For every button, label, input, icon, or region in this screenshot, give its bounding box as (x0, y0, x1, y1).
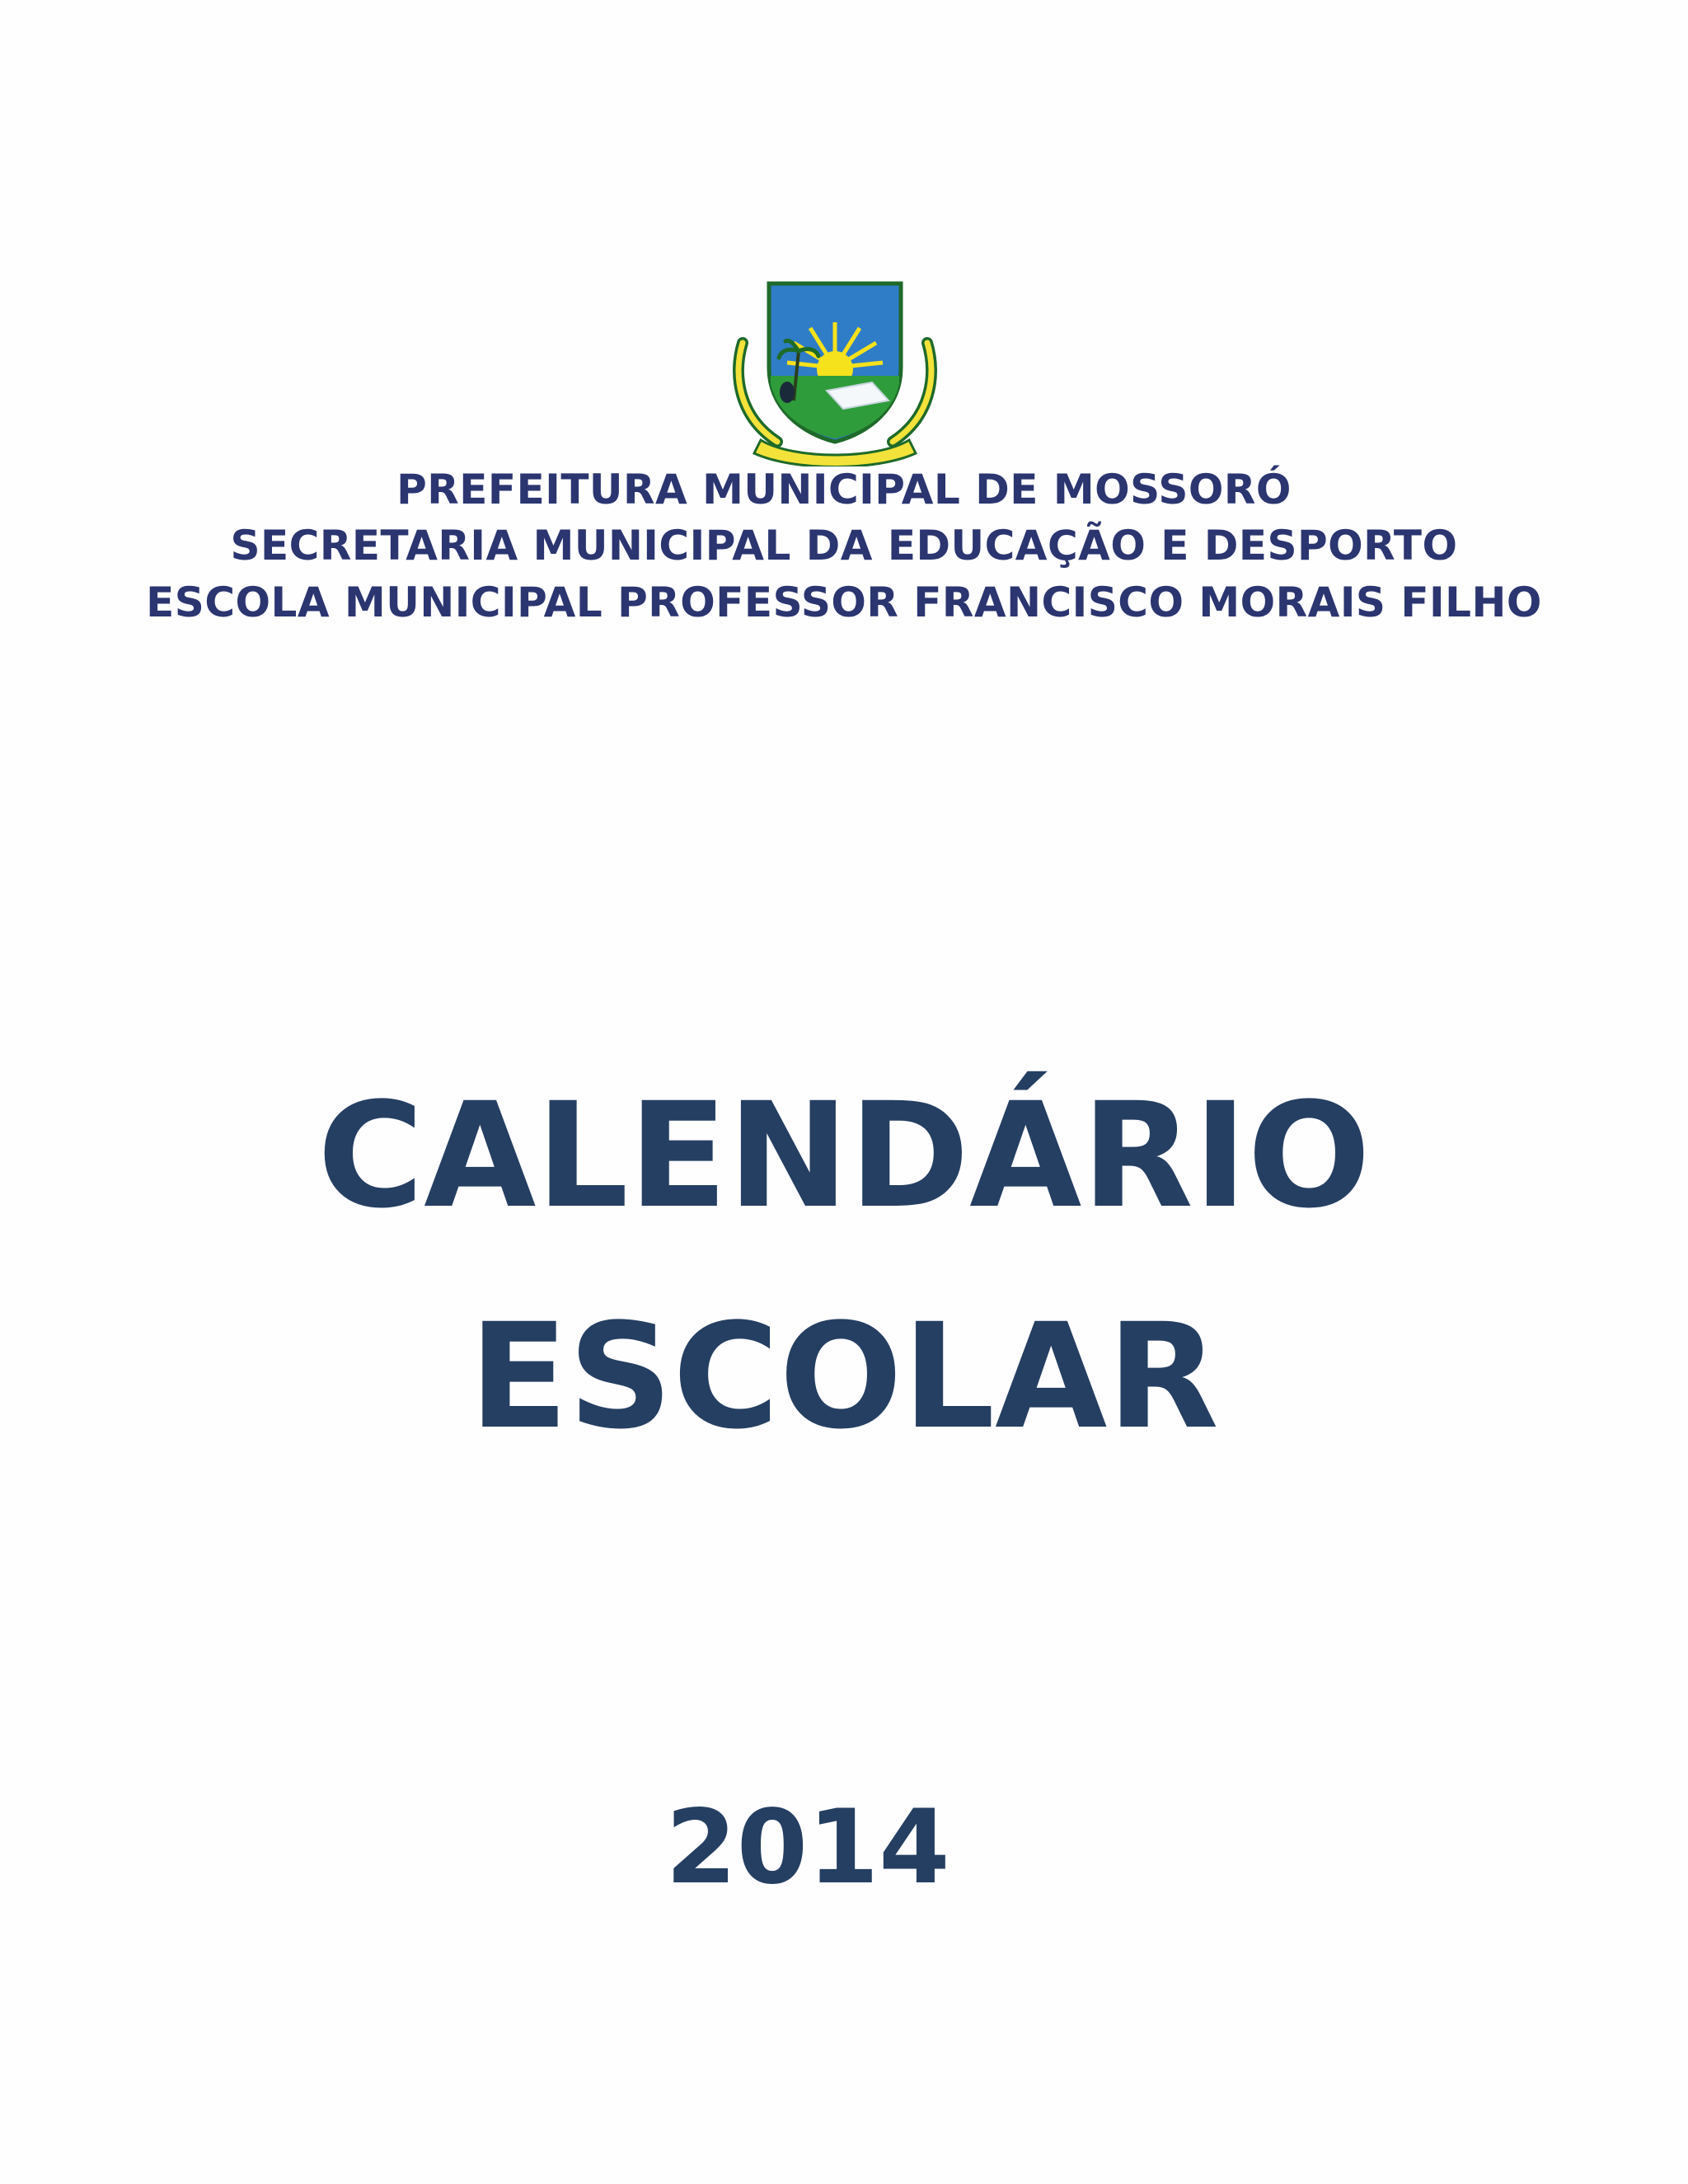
header-prefeitura: PREFEITURA MUNICIPAL DE MOSSORÓ (396, 466, 1292, 513)
title-calendario: CALENDÁRIO (317, 1071, 1371, 1240)
header-secretaria: SECRETARIA MUNICIPAL DA EDUCAÇÃO E DESPORTO (230, 522, 1458, 569)
header-escola: ESCOLA MUNICIPAL PROFESSOR FRANCISCO MORAIS FILHO (146, 579, 1542, 626)
year-label: 2014 (665, 1788, 950, 1907)
coat-of-arms-icon (728, 277, 942, 466)
title-escolar: ESCOLAR (469, 1292, 1219, 1461)
